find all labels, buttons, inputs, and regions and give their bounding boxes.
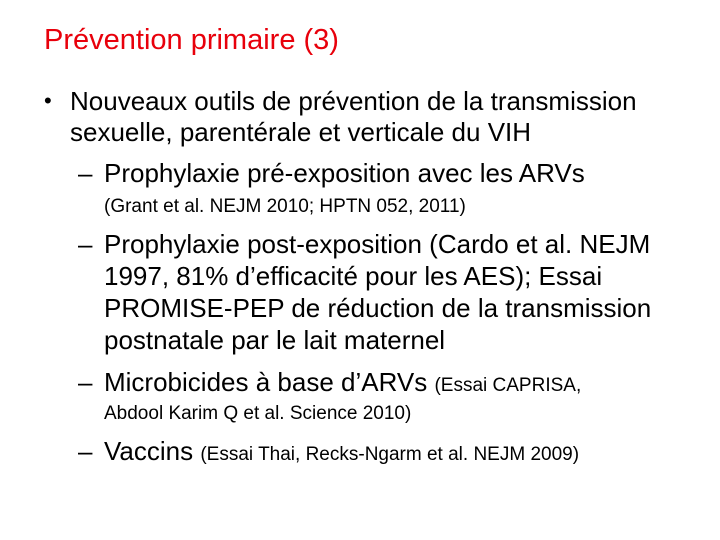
bullet-icon: • [44, 88, 52, 113]
dash-icon: – [78, 436, 93, 466]
dash-icon: – [78, 158, 93, 188]
bullet-text-line-2: sexuelle, parentérale et verticale du VIH [70, 117, 532, 147]
subitem-microbicides [104, 367, 581, 401]
dash-icon: – [78, 367, 93, 397]
subitem-microbicides-text: Microbicides à base d’ARVs [104, 367, 428, 397]
subitem-prep-reference: (Grant et al. NEJM 2010; HPTN 052, 2011) [104, 196, 466, 217]
subitem-pep-line-3: PROMISE-PEP de réduction de la transmission [104, 293, 652, 323]
subitem-vaccins-reference: (Essai Thai, Recks-Ngarm et al. NEJM 2009) [200, 444, 580, 465]
subitem-pep-line-2: 1997, 81% d’efficacité pour les AES); Essai [104, 261, 603, 291]
subitem-pep-line-4: postnatale par le lait maternel [104, 325, 446, 355]
subitem-vaccins-text: Vaccins [104, 436, 194, 466]
dash-icon: – [78, 229, 93, 259]
subitem-vaccins [104, 436, 579, 470]
bullet-text-line-1: Nouveaux outils de prévention de la transmission [70, 86, 637, 116]
subitem-pep-line-1: Prophylaxie post-exposition (Cardo et al. NEJM [104, 229, 651, 259]
subitem-prep: Prophylaxie pré-exposition avec les ARVs [104, 158, 585, 188]
subitem-microbicides-reference-line-2: Abdool Karim Q et al. Science 2010) [104, 403, 412, 424]
page-title: Prévention primaire (3) [44, 24, 339, 56]
subitem-microbicides-reference: (Essai CAPRISA, [434, 375, 582, 396]
